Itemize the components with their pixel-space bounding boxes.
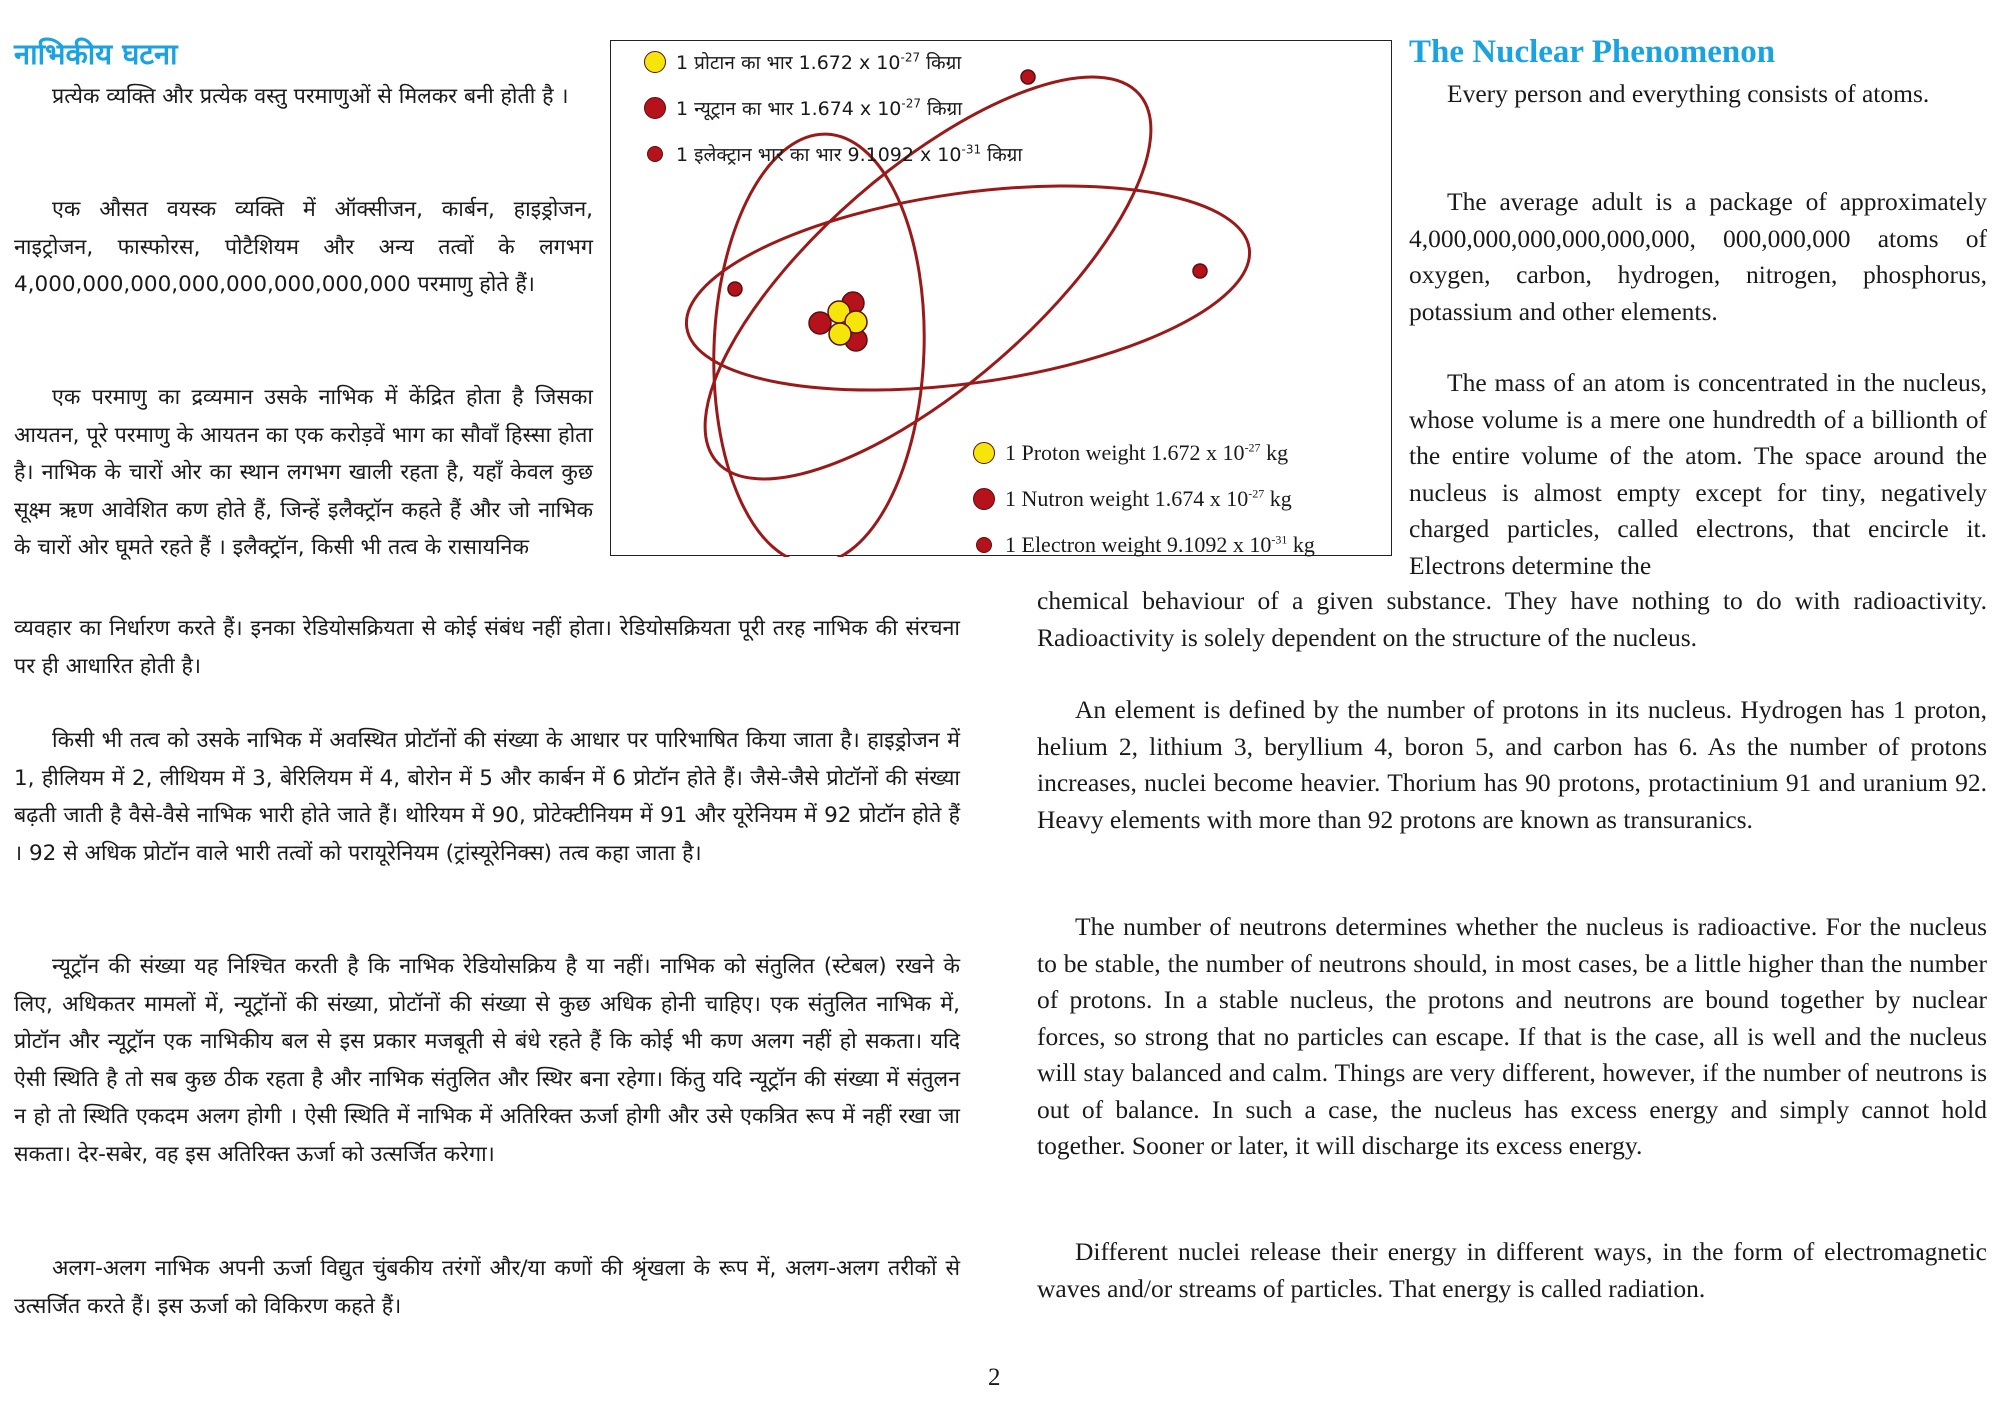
- proton: [829, 323, 851, 345]
- hindi-paragraph-3: एक परमाणु का द्रव्यमान उसके नाभिक में केंद्रित होता है जिसका आयतन, पूरे परमाणु के आयतन का एक करोड़वें भाग का सौवाँ हिस्सा होता है। नाभिक के चारों ओर का स्थान लगभग खाली रहता है, यहाँ केवल कुछ सूक्ष्म ऋण आवेशित कण होते हैं, जिन्हें इलैक्ट्रॉन कहते हैं और जो नाभिक के चारों ओर घूमते रहते हैं । इलैक्ट्रॉन, किसी भी तत्व के रासायनिक: [14, 385, 593, 560]
- atom-diagram: [610, 40, 1392, 556]
- legend-english-proton-unit: kg: [1260, 440, 1289, 465]
- legend-hindi-neutron: [644, 85, 1022, 131]
- neutron-icon: [973, 488, 995, 510]
- electron: [1021, 70, 1035, 84]
- legend-english-electron: [973, 522, 1315, 568]
- hindi-paragraph-6: अलग-अलग नाभिक अपनी ऊर्जा विद्युत चुंबकीय तरंगों और/या कणों की श्रृंखला के रूप में, अलग-अलग तरीकों से उत्सर्जित करते हैं। इस ऊर्जा को विकिरण कहते हैं।: [14, 1256, 960, 1319]
- neutron: [809, 312, 831, 334]
- electron: [1193, 264, 1207, 278]
- hindi-paragraph-3-continued: व्यवहार का निर्धारण करते हैं। इनका रेडियोसक्रियता से कोई संबंध नहीं होता। रेडियोसक्रियता पूरी तरह नाभिक की संरचना पर ही आधारित होती है।: [14, 616, 960, 679]
- legend-english-electron-unit: kg: [1287, 532, 1315, 557]
- electron-icon: [976, 537, 992, 553]
- legend-hindi: [644, 39, 1022, 177]
- legend-english-proton-text: 1 Proton weight 1.672 x 10: [1005, 440, 1245, 465]
- legend-english-neutron: [973, 476, 1315, 522]
- hindi-paragraph-1: प्रत्येक व्यक्ति और प्रत्येक वस्तु परमाणुओं से मिलकर बनी होती है ।: [52, 84, 569, 109]
- legend-english-electron-text: 1 Electron weight 9.1092 x 10: [1005, 532, 1272, 557]
- legend-hindi-proton-text: 1 प्रोटान का भार 1.672 x 10: [676, 52, 901, 74]
- legend-hindi-proton-unit: किग्रा: [920, 52, 962, 74]
- english-paragraph-3: The mass of an atom is concentrated in the nucleus, whose volume is a mere one hundredth of a billionth of the entire volume of the atom. The space around the nucleus is almost empty except for tiny, negatively charged particles, called electrons, that encircle it. Electrons determine the: [1409, 368, 1987, 580]
- hindi-paragraph-2: एक औसत वयस्क व्यक्ति में ऑक्सीजन, कार्बन, हाइड्रोजन, नाइट्रोजन, फास्फोरस, पोटैशियम और अन्य तत्वों के लगभग 4,000,000,000,000,000,000,000,000 परमाणु होते हैं।: [14, 197, 593, 297]
- english-paragraph-1: Every person and everything consists of atoms.: [1447, 79, 1930, 108]
- electron: [728, 282, 742, 296]
- legend-english-neutron-exponent: -27: [1248, 486, 1265, 501]
- legend-hindi-electron: [644, 131, 1022, 177]
- hindi-paragraph-5: न्यूट्रॉन की संख्या यह निश्चित करती है कि नाभिक रेडियोसक्रिय है या नहीं। नाभिक को संतुलित (स्टेबल) रखने के लिए, अधिकतर मामलों में, न्यूट्रॉनों की संख्या, प्रोटॉनों की संख्या से कुछ अधिक होनी चाहिए। एक संतुलित नाभिक में, प्रोटॉन और न्यूट्रॉन एक नाभिकीय बल से इस प्रकार मजबूती से बंधे रहते हैं कि कोई भी कण अलग नहीं हो सकता। यदि ऐसी स्थिति है तो सब कुछ ठीक रहता है और नाभिक संतुलित और स्थिर बना रहेगा। किंतु यदि न्यूट्रॉन की संख्या में संतुलन न हो तो स्थिति एकदम अलग होगी । ऐसी स्थिति में नाभिक में अतिरिक्त ऊर्जा होगी और उसे एकत्रित रूप में नहीं रखा जा सकता। देर-सबेर, वह इस अतिरिक्त ऊर्जा को उत्सर्जित करेगा।: [14, 954, 960, 1167]
- legend-hindi-electron-unit: किग्रा: [981, 144, 1023, 166]
- english-paragraph-6: Different nuclei release their energy in different ways, in the form of electromagnetic waves and/or streams of particles. That energy is called radiation.: [1037, 1237, 1987, 1303]
- nucleus: [809, 292, 867, 351]
- legend-hindi-proton-exponent: -27: [900, 50, 921, 65]
- legend-hindi-neutron-exponent: -27: [901, 96, 921, 111]
- legend-english-electron-exponent: -31: [1271, 532, 1288, 547]
- legend-hindi-electron-exponent: -31: [961, 142, 982, 157]
- orbit-vertical: [707, 130, 932, 557]
- english-title: The Nuclear Phenomenon: [1409, 34, 1776, 70]
- legend-hindi-electron-text: 1 इलेक्ट्रान भार का भार 9.1092 x 10: [676, 144, 962, 166]
- electron-icon: [647, 146, 663, 162]
- page-number: 2: [988, 1364, 1001, 1391]
- orbit-horizontal: [674, 154, 1263, 421]
- legend-english-neutron-text: 1 Nutron weight 1.674 x 10: [1005, 486, 1249, 511]
- english-paragraph-4: An element is defined by the number of protons in its nucleus. Hydrogen has 1 proton, helium 2, lithium 3, beryllium 4, boron 5, and carbon has 6. As the number of protons increases, nuclei become heavier. Thorium has 90 protons, protactinium 91 and uranium 92. Heavy elements with more than 92 protons are known as transuranics.: [1037, 695, 1987, 834]
- proton-icon: [973, 442, 995, 464]
- legend-hindi-neutron-text: 1 न्यूट्रान का भार 1.674 x 10: [676, 98, 902, 120]
- neutron-icon: [644, 97, 666, 119]
- legend-hindi-neutron-unit: किग्रा: [920, 98, 963, 120]
- hindi-paragraph-4: किसी भी तत्व को उसके नाभिक में अवस्थित प्रोटॉनों की संख्या के आधार पर पारिभाषित किया जाता है। हाइड्रोजन में 1, हीलियम में 2, लीथियम में 3, बेरिलियम में 4, बोरोन में 5 और कार्बन में 6 प्रोटॉन होते हैं। जैसे-जैसे प्रोटॉनों की संख्या बढ़ती जाती है वैसे-वैसे नाभिक भारी होते जाते हैं। थोरियम में 90, प्रोटेक्टीनियम में 91 और यूरेनियम में 92 प्रोटॉन होते हैं । 92 से अधिक प्रोटॉन वाले भारी तत्वों को परायूरेनियम (ट्रांस्यूरेनिक्स) तत्व कहा जाता है।: [14, 728, 960, 866]
- legend-english-neutron-unit: kg: [1264, 486, 1292, 511]
- legend-english: [973, 430, 1315, 568]
- legend-english-proton: [973, 430, 1315, 476]
- proton-icon: [644, 51, 666, 73]
- legend-hindi-proton: [644, 39, 1022, 85]
- hindi-title: नाभिकीय घटना: [14, 37, 178, 71]
- english-paragraph-3-continued: chemical behaviour of a given substance. They have nothing to do with radioactivity. Radioactivity is solely dependent on the structure of the nucleus.: [1037, 586, 1987, 652]
- english-paragraph-2: The average adult is a package of approximately 4,000,000,000,000,000,000, 000,000,000 atoms of oxygen, carbon, hydrogen, nitrogen, phosphorus, potassium and other elements.: [1409, 187, 1987, 326]
- legend-english-proton-exponent: -27: [1244, 440, 1261, 455]
- english-paragraph-5: The number of neutrons determines whether the nucleus is radioactive. For the nucleus to be stable, the number of neutrons should, in most cases, be a little higher than the number of protons. In a stable nucleus, the protons and neutrons are bound together by nuclear forces, so strong that no particles can escape. If that is the case, all is well and the nucleus will stay balanced and calm. Things are very different, however, if the number of neutrons is out of balance. In such a case, the nucleus has excess energy and simply cannot hold together. Sooner or later, it will discharge its excess energy.: [1037, 912, 1987, 1160]
